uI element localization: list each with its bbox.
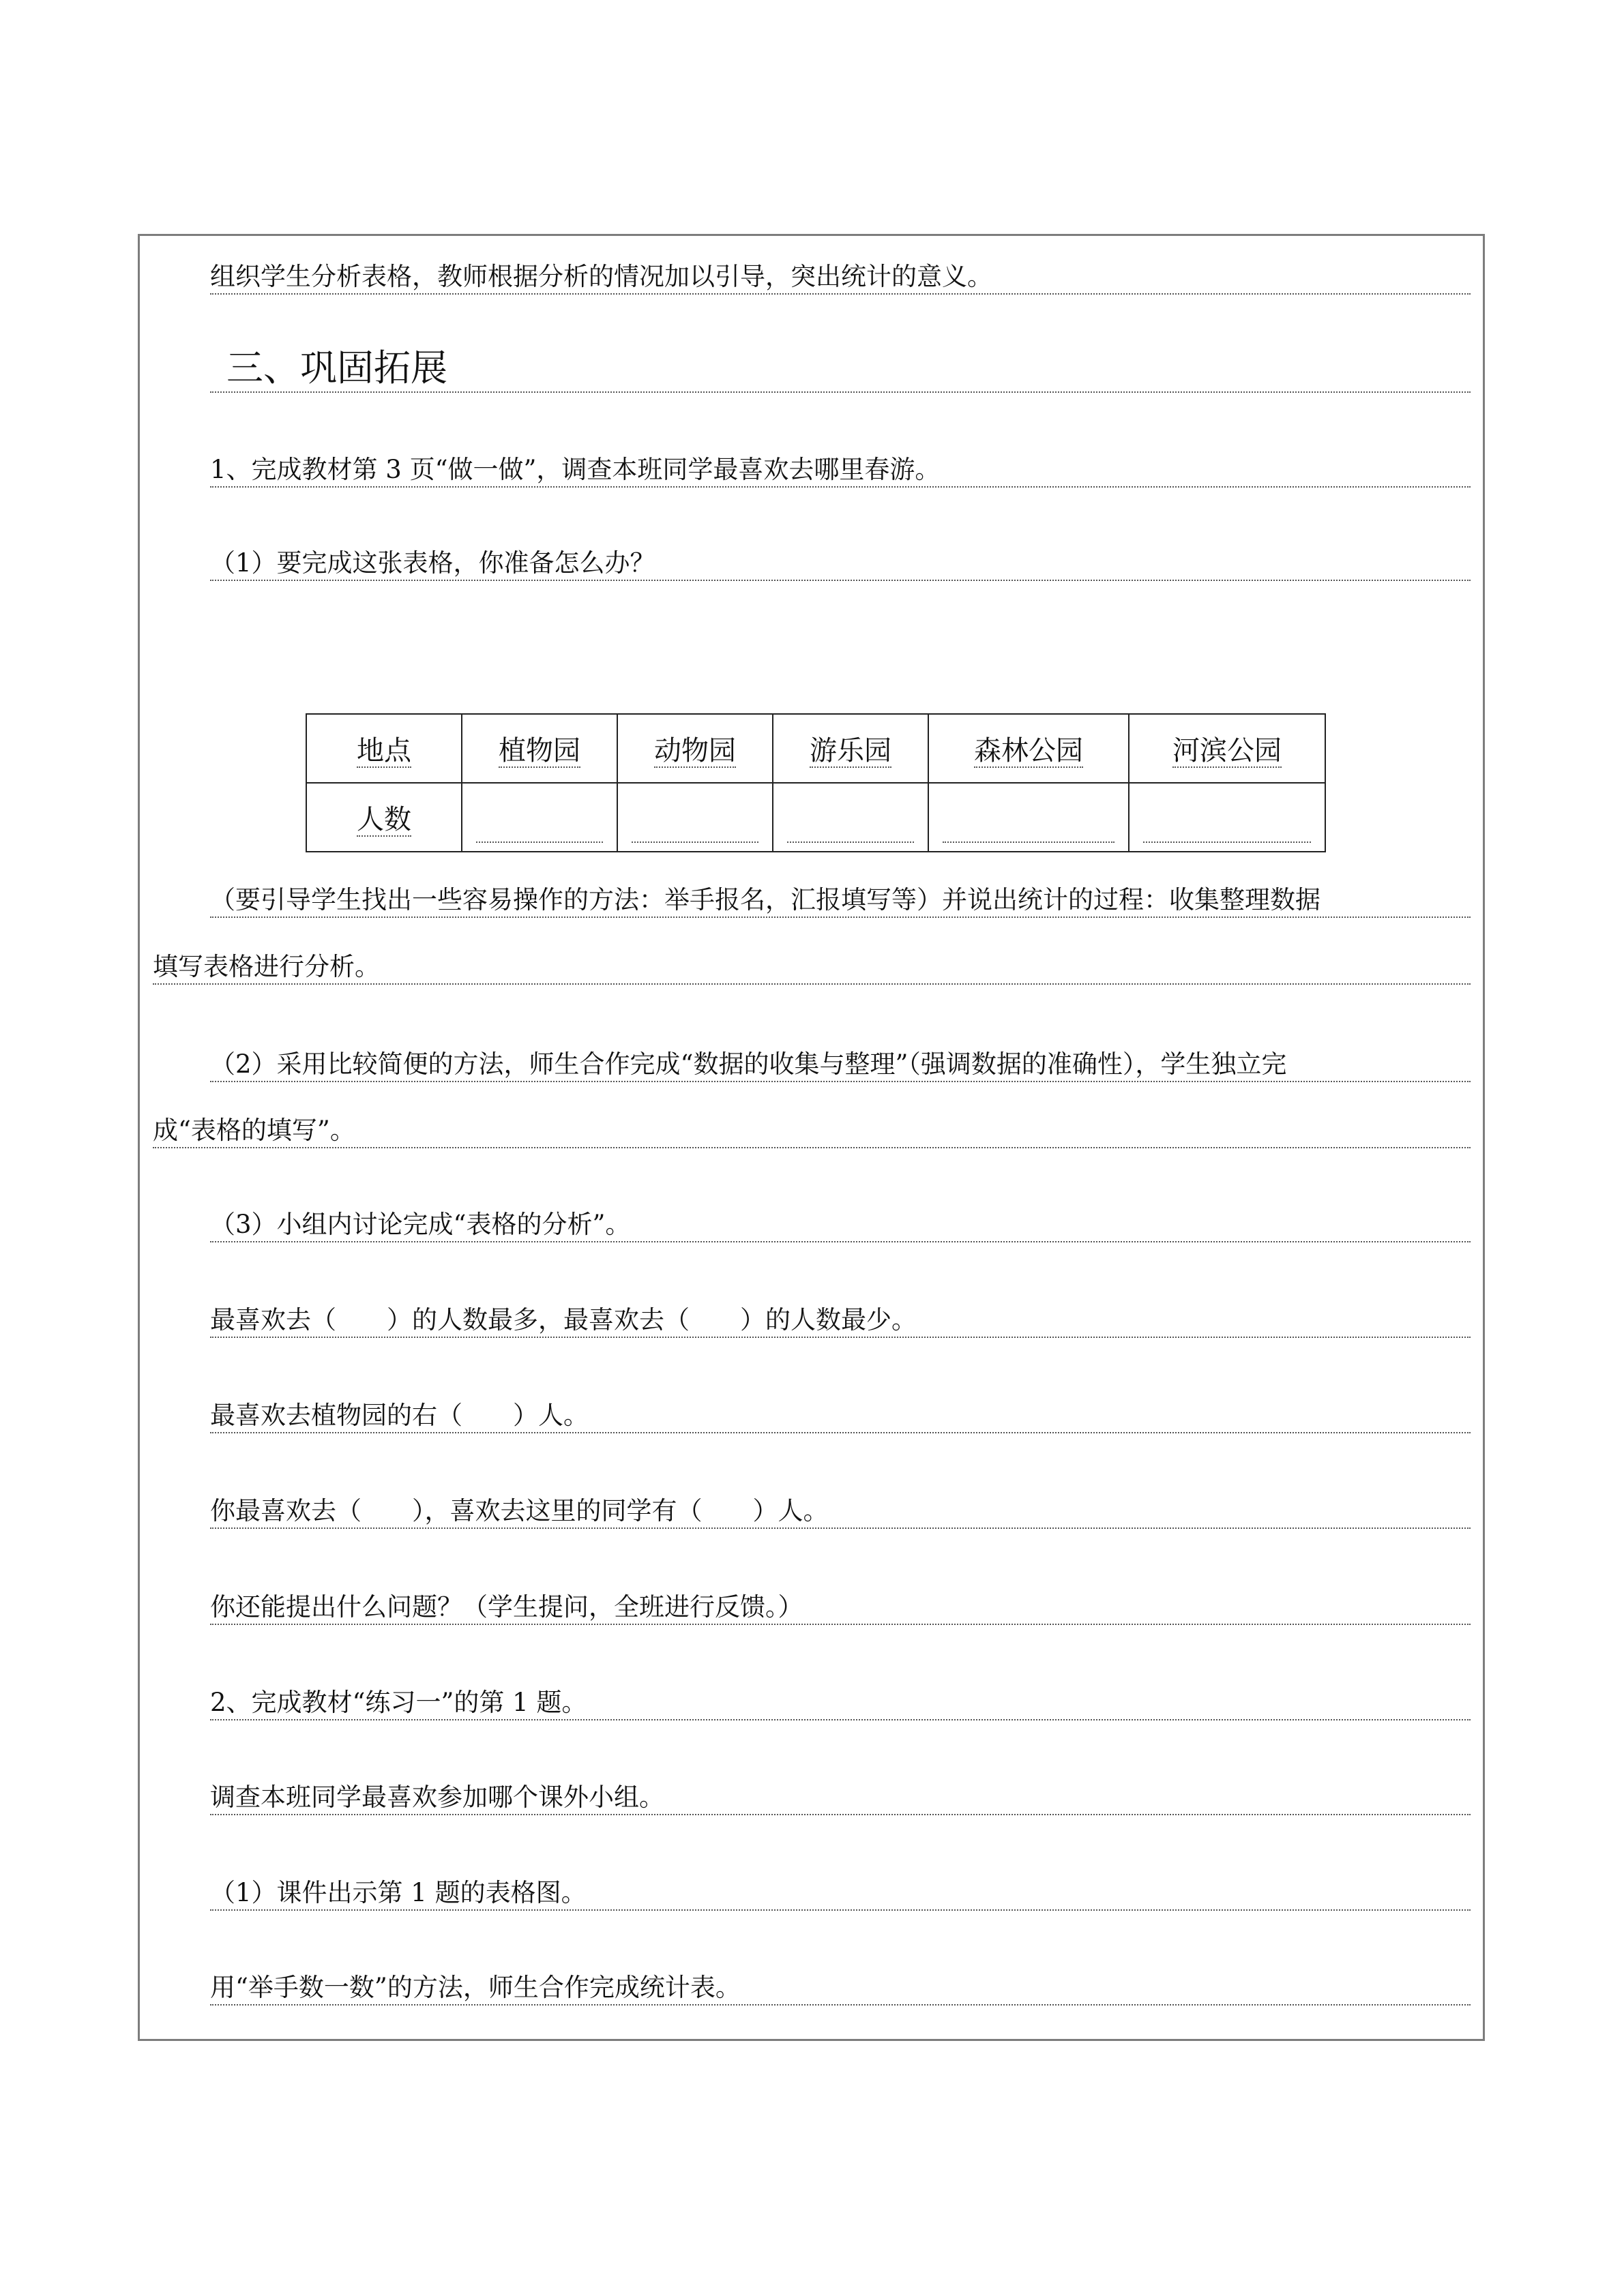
- paragraph-more-questions: 你还能提出什么问题？（学生提问，全班进行反馈。）: [210, 1591, 1471, 1625]
- table-header-cell: 动物园: [617, 714, 773, 783]
- paragraph-task-2: 2、完成教材“练习一”的第 1 题。: [210, 1686, 1471, 1720]
- table-cell-blank: [1129, 783, 1325, 852]
- table-header-cell: 河滨公园: [1129, 714, 1325, 783]
- table-header-cell: 游乐园: [773, 714, 928, 783]
- table-row: [306, 783, 1325, 852]
- table-cell-blank: [773, 783, 928, 852]
- paragraph-fill-botanical: 最喜欢去植物园的右（ ）人。: [210, 1399, 1471, 1433]
- paragraph-fill-most-least: 最喜欢去（ ）的人数最多，最喜欢去（ ）的人数最少。: [210, 1304, 1471, 1338]
- paragraph-question-1: （1）要完成这张表格，你准备怎么办？: [210, 547, 1471, 581]
- table-cell-blank: [462, 783, 617, 852]
- paragraph-group-discussion: （3）小组内讨论完成“表格的分析”。: [210, 1208, 1471, 1242]
- section-heading: 三、巩固拓展: [210, 344, 1471, 393]
- paragraph-task-1: 1、完成教材第 3 页“做一做”，调查本班同学最喜欢去哪里春游。: [210, 453, 1471, 488]
- table-row-label: 人数: [306, 783, 462, 852]
- paragraph-survey-groups: 调查本班同学最喜欢参加哪个课外小组。: [210, 1781, 1471, 1815]
- paragraph-method-line2: 成“表格的填写”。: [153, 1114, 1471, 1148]
- table-header-row: [306, 714, 1325, 783]
- table-header-cell: 地点: [306, 714, 462, 783]
- paragraph-analysis: 组织学生分析表格，教师根据分析的情况加以引导，突出统计的意义。: [210, 260, 1471, 295]
- table-header-cell: 森林公园: [928, 714, 1129, 783]
- paragraph-method-line1: （2）采用比较简便的方法，师生合作完成“数据的收集与整理”（强调数据的准确性），学生独立完: [210, 1048, 1471, 1082]
- survey-table: [306, 713, 1326, 852]
- table-cell-blank: [617, 783, 773, 852]
- paragraph-count-hands: 用“举手数一数”的方法，师生合作完成统计表。: [210, 1971, 1471, 2006]
- table-header-cell: 植物园: [462, 714, 617, 783]
- paragraph-guide-line2: 填写表格进行分析。: [153, 951, 1471, 985]
- table-cell-blank: [928, 783, 1129, 852]
- paragraph-guide-line1: （要引导学生找出一些容易操作的方法：举手报名，汇报填写等）并说出统计的过程：收集整理数据: [210, 884, 1471, 918]
- paragraph-show-table: （1）课件出示第 1 题的表格图。: [210, 1877, 1471, 1911]
- paragraph-fill-favorite: 你最喜欢去（ ），喜欢去这里的同学有（ ）人。: [210, 1495, 1471, 1529]
